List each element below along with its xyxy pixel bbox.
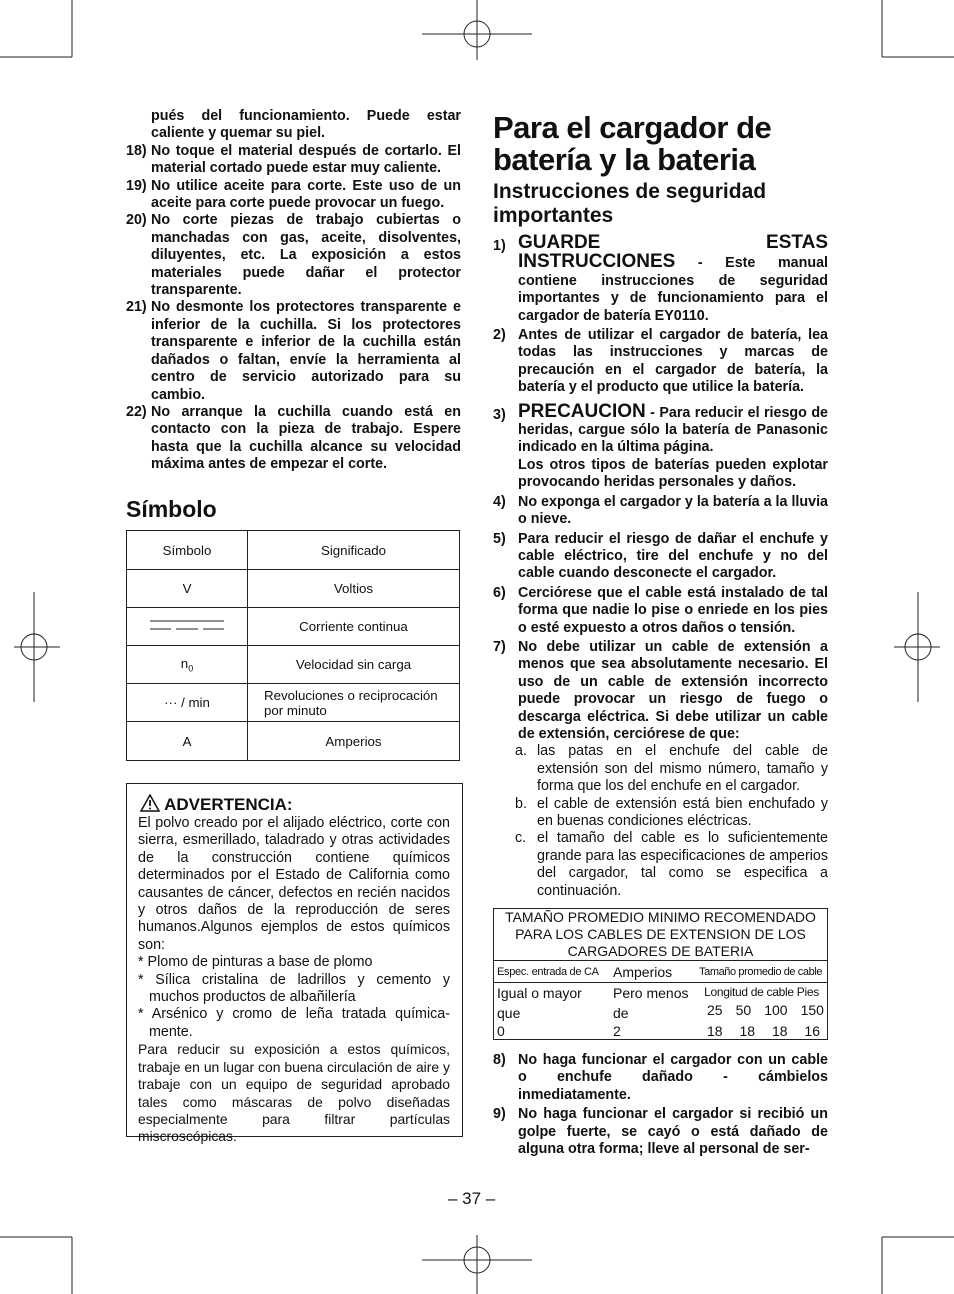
section-subtitle: Instrucciones de seguridad importantes xyxy=(493,180,767,227)
cable-cell: 0 xyxy=(494,1023,611,1040)
warning-body: El polvo creado por el alijado eléctrico, corte con sierra, esmerillado, taladrado y otras actividades de la construcción contiene químicos determinados por el Estado de California como causantes de cáncer, defectos en recién nacidos y otros daños de la reproducción de seres humanos.Algunos ejemplos de estos químicos son: xyxy=(138,815,450,953)
symbol-n: n xyxy=(180,655,189,671)
list-item: 6) Cerciórese que el cable está instalado de tal forma que nadie lo pise o enriede en los pies o esté expuesto a otros daños o tensión. xyxy=(493,584,828,636)
symbol-cell: V xyxy=(127,570,248,608)
cable-header-amps: Amperios xyxy=(610,961,696,983)
direct-current-symbol-icon xyxy=(147,615,227,635)
symbol-heading: Símbolo xyxy=(126,496,217,522)
list-item: 4) No exponga el cargador y la batería a la lluvia o nieve. xyxy=(493,493,828,528)
sub-item: a. las patas en el enchufe del cable de extensión son del mismo número, tamaño y forma que los del enchufe en el cargador. xyxy=(515,743,828,795)
symbol-cell xyxy=(127,646,248,684)
meaning-header: Significado xyxy=(248,531,460,570)
page-title: Para el cargador de batería y la bateria xyxy=(493,110,772,177)
meaning-cell: Revoluciones o reciprocación por minuto xyxy=(248,684,460,722)
symbol-table xyxy=(126,530,460,761)
cable-length-values: 25 50 100 150 xyxy=(707,1002,824,1019)
cable-header-input: Espec. entrada de CA xyxy=(494,961,611,983)
page-number: – 37 – xyxy=(448,1189,496,1208)
meaning-cell: Amperios xyxy=(248,722,460,761)
list-item: 7) No debe utilizar un cable de extensión a menos que sea absolutamente necesario. El uso de un cable de extensión incorrecto puede provocar un riesgo de fuego o descarga eléctrica. Si debe utilizar un cable de extensión, cerciórese de que: xyxy=(493,638,828,742)
cable-gauge-values: 18 18 18 16 xyxy=(707,1023,820,1040)
left-column xyxy=(126,108,461,474)
cable-table-caption: TAMAÑO PROMEDIO MINIMO RECOMENDADO PARA LOS CABLES DE EXTENSION DE LOS CARGADORES DE BATERIA xyxy=(494,909,828,961)
symbol-header: Símbolo xyxy=(127,531,248,570)
list-item: 5) Para reducir el riesgo de dañar el enchufe y cable eléctrico, tire del enchufe y no del cable cuando desconecte el cargador. xyxy=(493,530,828,582)
warning-triangle-icon xyxy=(140,794,160,812)
list-item: 9) No haga funcionar el cargador si recibió un golpe fuerte, se cayó o está dañado de alguna otra forma; lleve al personal de ser- xyxy=(493,1106,828,1158)
right-column xyxy=(493,112,828,1158)
list-item: 18) No toque el material después de cortarlo. El material cortado puede estar muy caliente. xyxy=(126,142,461,177)
warning-title: ADVERTENCIA: xyxy=(164,795,293,814)
cable-size-table xyxy=(493,908,828,1040)
dc-symbol-cell xyxy=(127,608,248,646)
symbol-cell: ··· / min xyxy=(127,684,248,722)
list-item: 8) No haga funcionar el cargador con un cable o enchufe dañado - cámbielos inmediatamente. xyxy=(493,1052,828,1103)
warning-bullet: * Sílica cristalina de ladrillos y cemento y muchos productos de albañilería xyxy=(138,971,450,1006)
list-item: 20) No corte piezas de trabajo cubiertas o manchadas con gas, aceite, disolventes, diluyentes, etc. La exposición a estos materiales puede dañar el protector transparente. xyxy=(126,212,461,299)
symbol-subscript: 0 xyxy=(188,663,194,674)
warning-closing: Para reducir su exposición a estos químicos, trabaje en un lugar con buena circulación de aire y trabaje con un equipo de seguridad aprobado tales como máscaras de polvo diseñadas especialmente para filtrar partículas miscroscópicas. xyxy=(138,1041,450,1145)
cable-cell: Igual o mayor que xyxy=(494,983,611,1024)
cable-lengths-cell xyxy=(696,983,828,1024)
intro-text: pués del funcionamiento. Puede estar caliente y quemar su piel. xyxy=(151,108,461,142)
warning-bullet: * Plomo de pinturas a base de plomo xyxy=(138,954,373,971)
cable-length-label: Longitud de cable Pies xyxy=(704,985,819,1000)
list-item: 2) Antes de utilizar el cargador de batería, lea todas las instrucciones y marcas de precaución en el cargador de batería, la batería y el producto que utilice la batería. xyxy=(493,327,828,396)
warning-title-row xyxy=(140,794,450,815)
list-item: 19) No utilice aceite para corte. Este uso de un aceite para corte puede provocar un fuego. xyxy=(126,177,461,212)
sub-item: b. el cable de extensión está bien enchufado y en buenas condiciones eléctricas. xyxy=(515,795,828,829)
list-item: 3) PRECAUCION - Para reducir el riesgo de heridas, cargue sólo la batería de Panasonic indicado en la última página. Los otros tipos de baterías pueden explotar provocando heridas personales y daños. xyxy=(493,400,828,491)
list-item: 1) GUARDE ESTAS INSTRUCCIONES - Este manual contiene instrucciones de seguridad importantes y de funcionamiento para el cargador de batería EY0110. xyxy=(493,232,828,324)
sub-item: c. el tamaño del cable es lo suficientemente grande para las especificaciones de amperios del cargador, tal como se especifica a continuación. xyxy=(515,830,828,899)
meaning-cell: Corriente continua xyxy=(248,608,460,646)
cable-header-size: Tamaño promedio de cable xyxy=(696,961,828,983)
cable-gauge-cell xyxy=(696,1023,828,1040)
symbol-cell: A xyxy=(127,722,248,761)
meaning-cell: Voltios xyxy=(248,570,460,608)
warning-box xyxy=(126,783,463,1145)
cable-cell: 2 xyxy=(610,1023,696,1040)
cable-cell: Pero menos de xyxy=(610,983,696,1024)
item-lead: GUARDE ESTAS INSTRUCCIONES xyxy=(518,232,828,273)
warning-bullet: * Arsénico y cromo de leña tratada químicamente. xyxy=(138,1006,450,1040)
item-lead: PRECAUCION xyxy=(518,400,646,422)
meaning-cell: Velocidad sin carga xyxy=(248,646,460,684)
list-item: 21) No desmonte los protectores transparente e inferior de la cuchilla. Si los protectores transparente e inferior de la cuchilla están dañados o faltan, envíe la herramienta al centro de servicio autorizado para su cambio. xyxy=(126,299,461,403)
list-item: 22) No arranque la cuchilla cuando está en contacto con la pieza de trabajo. Espere hasta que la cuchilla alcance su velocidad máxima antes de empezar el corte. xyxy=(126,403,461,473)
